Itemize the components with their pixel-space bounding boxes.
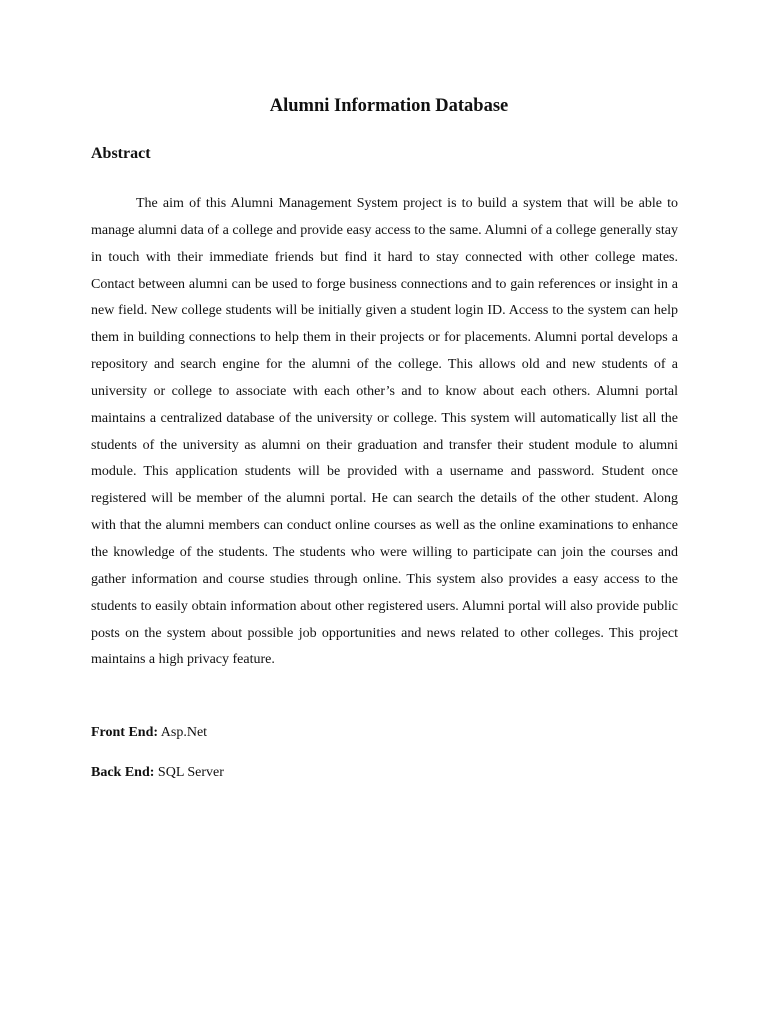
abstract-paragraph: The aim of this Alumni Management System project is to build a system that will be able to manage alumni data of a college and provide easy access to the same. Alumni of a college generally stay in touch with their immediate friends but find it hard to stay connected with other college mates. Contact between alumni can be used to forge business connections and to gain references or insight in a new field. New college students will be initially given a student login ID. Access to the system can help them in building connections to help them in their projects or for placements. Alumni portal develops a repository and search engine for the alumni of the college. This allows old and new students of a university or college to associate with each other’s and to know about each others. Alumni portal maintains a centralized database of the university or college. This system will automatically list all the students of the university as alumni on their graduation and transfer their student module to alumni module. This application students will be provided with a username and password. Student once registered will be member of the alumni portal. He can search the details of the other student. Along with that the alumni members can conduct online courses as well as the online examinations to enhance the knowledge of the students. The students who were willing to participate can join the courses and gather information and course studies through online. This system also provides a easy access to the students to easily obtain information about other registered users. Alumni portal will also provide public posts on the system about possible job opportunities and news related to other colleges. This project maintains a high privacy feature. [91,196,678,668]
front-end-label: Front End: [91,725,159,740]
front-end-line [91,722,207,744]
back-end-label: Back End: [91,765,155,780]
section-heading-abstract: Abstract [91,145,151,162]
front-end-value: Asp.Net [158,725,208,740]
back-end-line [91,762,224,784]
back-end-value: SQL Server [154,765,224,780]
document-title: Alumni Information Database [269,96,509,116]
